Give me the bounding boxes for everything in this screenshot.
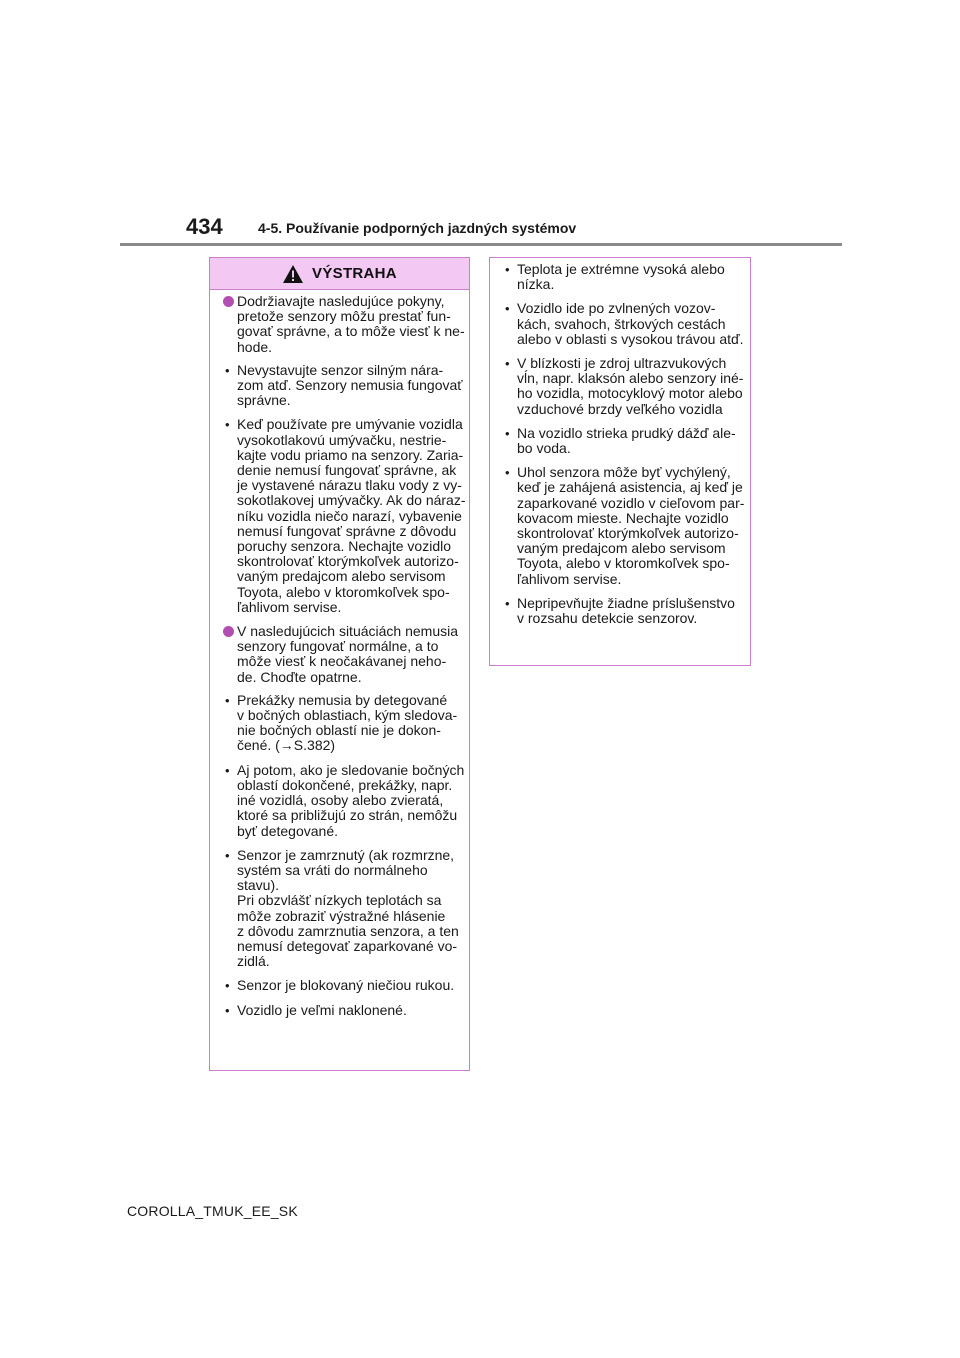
warning-title: VÝSTRAHA <box>312 265 397 282</box>
text-line: vaným predajcom alebo servisom <box>517 540 726 557</box>
bullet-list-item <box>500 426 740 456</box>
text-line: môže viesť k neočakávanej neho- <box>237 653 447 670</box>
page-number: 434 <box>186 214 223 239</box>
text-line: pretože senzory môžu prestať fun- <box>237 308 451 325</box>
bullet-list-item <box>500 464 745 587</box>
text-line: Aj potom, ako je sledovanie bočných <box>237 761 465 778</box>
text-line: Senzor je blokovaný niečiou rukou. <box>237 977 455 994</box>
text-line: de. Choďte opatrne. <box>237 668 362 685</box>
text-line: vysokotlakovú umývačku, nestrie- <box>237 431 447 448</box>
bullet-mark-icon: • <box>225 362 230 378</box>
bullet-list-item <box>220 693 459 754</box>
text-line: keď je zahájená asistencia, aj keď je <box>517 479 743 496</box>
bullet-mark-icon: • <box>225 762 230 778</box>
text-line: Dodržiavajte nasledujúce pokyny, <box>237 293 445 309</box>
circle-bullet-icon <box>223 296 234 307</box>
text-line: kách, svahoch, štrkových cestách <box>517 315 726 332</box>
text-line: Teplota je extrémne vysoká alebo <box>517 261 725 277</box>
bullet-list-item <box>220 978 459 993</box>
text-line: v rozsahu detekcie senzorov. <box>517 610 698 627</box>
text-line: ľahlivom servise. <box>517 570 622 587</box>
text-line: Uhol senzora môže byť vychýlený, <box>517 464 731 481</box>
bullet-mark-icon: • <box>505 356 510 372</box>
text-line: zaparkované vozidlo v cieľovom par- <box>517 494 745 511</box>
bullet-list-item <box>220 848 459 970</box>
text-line: vaným predajcom alebo servisom <box>237 568 446 585</box>
warning-content-left <box>210 290 469 1018</box>
text-line: Prekážky nemusia by detegované <box>237 691 448 708</box>
bullet-mark-icon: • <box>225 978 230 994</box>
text-line: V blízkosti je zdroj ultrazvukových <box>517 355 727 372</box>
text-line: môže zobraziť výstražné hlásenie <box>237 907 446 924</box>
text-line: bo voda. <box>517 440 571 457</box>
bullet-mark-icon: • <box>225 1002 230 1018</box>
text-line: senzory fungovať normálne, a to <box>237 638 439 655</box>
warning-triangle-icon <box>282 264 304 284</box>
text-line: skontrolovať ktorýmkoľvek autorizo- <box>237 553 459 570</box>
text-line: kajte vodu priamo na senzory. Zaria- <box>237 446 464 463</box>
text-line: čené. (→S.382) <box>237 737 336 754</box>
circle-list-item <box>220 293 465 355</box>
document-code: COROLLA_TMUK_EE_SK <box>127 1203 298 1219</box>
text-line: denie nemusí fungovať správne, ak <box>237 462 457 479</box>
circle-list-item <box>220 624 459 685</box>
text-line: ľahlivom servise. <box>237 598 342 615</box>
text-line: ho vozidla, motocyklový motor alebo <box>517 385 743 402</box>
header-divider <box>120 243 842 246</box>
text-line: nemusí detegovať zaparkované vo- <box>237 937 458 954</box>
bullet-mark-icon: • <box>225 847 230 863</box>
text-line: zidlá. <box>237 953 270 970</box>
bullet-list-item <box>500 355 744 417</box>
text-line: v bočných oblastiach, kým sledova- <box>237 707 458 724</box>
bullet-mark-icon: • <box>505 301 510 317</box>
bullet-mark-icon: • <box>505 262 510 277</box>
text-line: nemusí fungovať správne z dôvodu <box>237 522 457 539</box>
text-line: nie bočných oblastí nie je dokon- <box>237 722 441 739</box>
text-line: vĺn, napr. klaksón alebo senzory iné- <box>517 370 744 387</box>
text-line: Toyota, alebo v ktoromkoľvek spo- <box>237 583 450 600</box>
bullet-list-item <box>500 262 740 292</box>
warning-content-right <box>490 258 750 626</box>
text-line: alebo v oblasti s vysokou trávou atď. <box>517 330 744 347</box>
text-line: Vozidlo je veľmi naklonené. <box>237 1001 407 1018</box>
bullet-mark-icon: • <box>505 595 510 611</box>
bullet-list-item <box>220 761 465 839</box>
warning-box-right <box>489 257 751 666</box>
bullet-mark-icon: • <box>505 465 510 481</box>
section-title: 4-5. Používanie podporných jazdných systémov <box>258 220 577 236</box>
text-line: vzduchové brzdy veľkého vozidla <box>517 400 723 417</box>
text-line: Nevystavujte senzor silným nára- <box>237 361 444 378</box>
bullet-list-item <box>220 1003 459 1018</box>
bullet-list-item <box>220 361 463 409</box>
warning-box-left <box>209 257 470 1071</box>
text-line: skontrolovať ktorýmkoľvek autorizo- <box>517 525 739 542</box>
text-line: hode. <box>237 338 273 355</box>
text-line: Toyota, alebo v ktoromkoľvek spo- <box>517 555 730 572</box>
bullet-list-item <box>220 416 466 615</box>
text-line: govať správne, a to môže viesť k ne- <box>237 323 465 340</box>
bullet-mark-icon: • <box>225 417 230 433</box>
text-line: poruchy senzora. Nechajte vozidlo <box>237 538 452 555</box>
text-line: iné vozidlá, osoby alebo zvieratá, <box>237 792 444 809</box>
text-line: Senzor je zamrznutý (ak rozmrzne, <box>237 846 455 863</box>
bullet-list-item <box>500 300 744 347</box>
text-line: Keď používate pre umývanie vozidla <box>237 416 463 433</box>
text-line: správne. <box>237 392 291 409</box>
text-line: kovacom mieste. Nechajte vozidlo <box>517 509 729 526</box>
text-line: Nepripevňujte žiadne príslušenstvo <box>517 594 735 611</box>
bullet-mark-icon: • <box>505 425 510 441</box>
text-line: V nasledujúcich situáciách nemusia <box>237 623 459 640</box>
text-line: z dôvodu zamrznutia senzora, a ten <box>237 922 459 939</box>
text-line: níku vozidla niečo narazí, vybavenie <box>237 507 462 524</box>
text-line: Na vozidlo strieka prudký dážď ale- <box>517 424 736 441</box>
text-line: nízka. <box>517 276 555 293</box>
bullet-mark-icon: • <box>225 692 230 708</box>
text-line: ktoré sa približujú zo strán, nemôžu <box>237 807 458 824</box>
text-line: sokotlakovej umývačky. Ak do náraz- <box>237 492 466 509</box>
text-line: oblastí dokončené, prekážky, napr. <box>237 776 453 793</box>
text-line: zom atď. Senzory nemusia fungovať <box>237 377 463 394</box>
text-line: Pri obzvlášť nízkych teplotách sa <box>237 892 442 909</box>
text-line: byť detegované. <box>237 822 338 839</box>
bullet-list-item <box>500 596 740 626</box>
warning-header <box>210 258 469 290</box>
text-line: je vystavené nárazu tlaku vody z vy- <box>237 477 462 494</box>
text-line: stavu). <box>237 877 280 894</box>
text-line: Vozidlo ide po zvlnených vozov- <box>517 300 716 317</box>
text-line: systém sa vráti do normálneho <box>237 861 428 878</box>
circle-bullet-icon <box>223 626 234 637</box>
